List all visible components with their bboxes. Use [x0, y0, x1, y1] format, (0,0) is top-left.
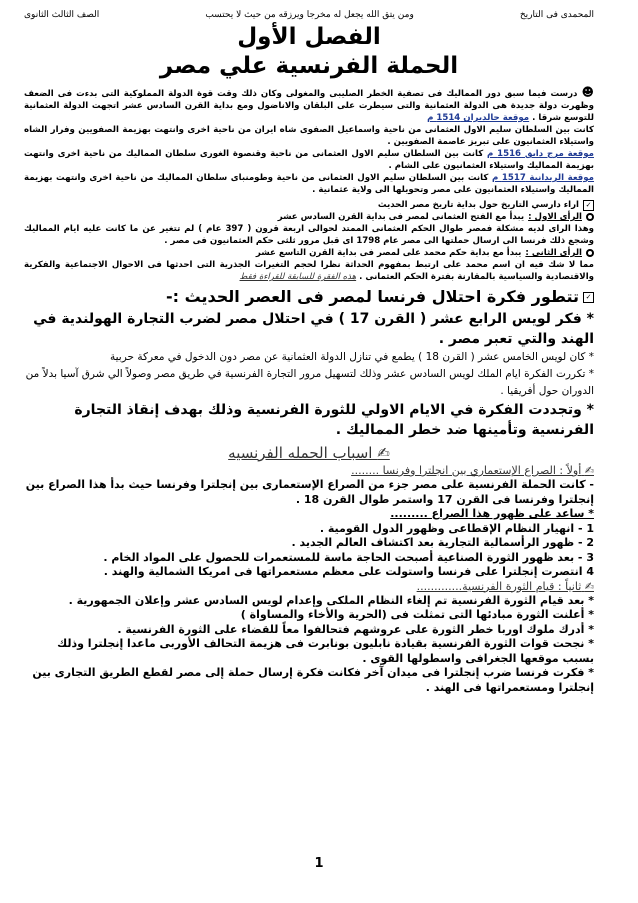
battle-ridaniya: موقعة الريدانية 1517 م [491, 173, 595, 183]
checkbox-icon: ✓ [583, 292, 594, 303]
chaldiran-paragraph: كانت بين السلطان سليم الاول العثمانى من ناحية واسماعيل الصفوى شاه ايران من ناحية اخرى وانتهت بهزيمة الصفويين وفرار الشاه واستيلاء العثمانيون على تبريز عاصمة الصفويين . [24, 125, 594, 147]
idea-bullet-3: * تكررت الفكرة ايام الملك لويس السادس عشر وذلك لتسهيل مرور التجارة الفرنسية في طريق مصر وصولاً الي شرق آسيا بدلاً من الدوران حول أفريقيا . [25, 368, 594, 397]
first-cause-line-4: 2 - ظهور الرأسمالية التجارية بعد اكتشاف العالم الجديد . [291, 536, 594, 549]
battle-marj-dabiq: موقعة مرج دابق 1516 م [487, 149, 594, 159]
header-center: ومن يتق الله يجعل له مخرجا ويرزقه من حيث لا يحتسب [205, 10, 414, 20]
second-opinion-body: مما لا شك فيه ان اسم محمد على ارتبط بمفهوم الحداثة نظرا لحجم التغيرات الجذرية التى احدثها فى الاحوال الاجتماعية والفكرية والاقتصادية والسياسية بالمقارنة بفترة الحكم العثمانى . هذه الفقرة للسابقة للقراءة فقط [24, 260, 594, 282]
first-cause-line-2: * ساعد على ظهور هذا الصراع ......... [390, 507, 594, 520]
first-cause-line-5: 3 - بعد ظهور الثورة الصناعية أصبحت الحاجة ماسة للمستعمرات للحصول على المواد الخام . [103, 550, 594, 564]
causes-heading: ✍ اسباب الحمله الفرنسيه [228, 444, 390, 462]
hand-icon: ✍ [584, 464, 594, 477]
ridaniya-paragraph: موقعة الريدانية 1517 م كانت بين السلطان سليم الاول العثمانى من ناحية وطومنباى سلطان المماليك من ناحية اخرى وانتهت بهزيمة المماليك واستيلاء العثمانيون على مصر وتحويلها الى ولاية عثمانية . [24, 173, 595, 195]
header-right: المحمدى فى التاريخ [519, 10, 594, 20]
idea-bullet-2: * كان لويس الخامس عشر ( القرن 18 ) يطمع في تنازل الدولة العثمانية عن مصر دون الدخول في معركة حربية [110, 351, 594, 363]
second-cause-line-5: * فكرت فرنسا ضرب إنجلترا فى ميدان آخر فكانت فكرة إرسال حملة إلى مصر لقطع الطريق التجارى بين إنجلترا ومستعمراتها فى الهند . [32, 666, 594, 694]
second-cause-heading: ✍ ثانياً : قيام الثورة الفرنسية............. [416, 579, 594, 593]
intro-paragraph: ☻ درست فيما سبق دور المماليك فى تصفية الخطر الصليبى والمغولى وكان ذلك وقت قوة الدولة المملوكية التى بدءت فى الضعف وظهرت دولة جديدة هى الدولة العثمانية والتى سيطرت على البلقان والاناضول ومع بداية القرن السادس عشر اتجهت الدولة العثمانية للتوسع شرقا . موقعة جالديران 1514 م [24, 85, 594, 123]
second-cause-line-4: * نجحت قوات الثورة الفرنسية بقيادة نابليون بونابرت فى هزيمة التحالف الأوربى ماعدا إنجلترا وذلك بسبب موقعها الجغرافى واسطولها القوى . [57, 637, 594, 665]
idea-bullet-1: * فكر لويس الرابع عشر ( القرن 17 ) في احتلال مصر لضرب التجارة الهولندية في الهند والتي تعبر مصر . [33, 311, 594, 347]
page-header [24, 10, 594, 20]
second-cause-line-3: * أدرك ملوك اوربا خطر الثورة على عروشهم فتحالفوا معاً للقضاء على الثورة الفرنسية . [117, 622, 594, 636]
chapter-title: الفصل الأول [237, 24, 381, 50]
circle-bullet-icon [586, 213, 594, 221]
smiley-icon: ☻ [581, 85, 594, 99]
second-opinion: الرأى الثانى : يبدأ مع بداية حكم محمد على لمصر فى بداية القرن التاسع عشر [24, 247, 594, 259]
battle-chaldiran: موقعة جالديران 1514 م [427, 113, 530, 123]
first-opinion: الرأى الاول : يبدأ مع الفتح العثمانى لمصر فى بداية القرن السادس عشر [24, 211, 594, 223]
second-cause-line-1: * بعد قيام الثورة الفرنسية تم إلغاء النظام الملكى وإعدام لويس السادس عشر وإعلان الجمهورية . [68, 593, 594, 607]
opinions-heading: ✓ اراء دارسي التاريخ حول بداية تاريخ مصر الحديث [24, 199, 594, 211]
first-opinion-body: وهذا الراى لديه مشكلة فمصر طوال الحكم العثمانى الممتد لحوالى اربعة قرون ( 397 عام ) لم تتغير عن ما كانت عليه ايام المماليك وشجع ذلك فرنسا الى ارسال حملتها الى مصر عام 1798 اى قبل مرور ثلثى حكم العثمانيون فى مصر . [24, 224, 594, 246]
first-cause-line-6: 4 انتصرت إنجلترا على فرنسا واستولت على معظم مستعمراتها فى امريكا الشمالية والهند . [103, 565, 594, 578]
header-left: الصف الثالث الثانوى [24, 10, 100, 20]
page-number: 1 [314, 856, 324, 871]
second-cause-line-2: * أعلنت الثورة مبادئها التى تمثلت فى (الحرية والأخاء والمساواة ) [240, 608, 594, 621]
first-cause-heading: ✍ أولاً : الصراع الإستعماري بين انجلترا وفرنسا ........ [351, 464, 594, 477]
first-cause-line-1: - كانت الحملة الفرنسية على مصر جزء من الصراع الإستعمارى بين إنجلترا وفرنسا حيث بدأ هذا الصراع بين إنجلترا وفرنسا فى القرن 17 واستمر طوال القرن 18 . [25, 478, 594, 506]
first-cause-line-3: 1 - انهيار النظام الإقطاعى وظهور الدول القومية . [319, 521, 594, 535]
chapter-subtitle: الحملة الفرنسية علي مصر [159, 53, 459, 79]
hand-icon: ✍ [377, 444, 390, 462]
marj-dabiq-paragraph: موقعة مرج دابق 1516 م كانت بين السلطان سليم الاول العثمانى من ناحية وقنصوة الغورى سلطان المماليك من ناحية اخرى وانتهت بهزيمة المماليك واستيلاء العثمانيون على الشام . [24, 149, 594, 171]
reading-note: هذه الفقرة للسابقة للقراءة فقط [239, 272, 357, 282]
idea-bullet-4: * وتجددت الفكرة في الايام الاولي للثورة الفرنسية وذلك بهدف إنقاذ التجارة الفرنسية وتأمينها ضد خطر المماليك . [74, 402, 594, 438]
hand-icon: ✍ [584, 579, 594, 593]
checkbox-icon: ✓ [583, 200, 594, 211]
idea-heading: ✓ تتطور فكرة احتلال فرنسا لمصر فى العصر الحديث :- [24, 287, 594, 307]
circle-bullet-icon [586, 249, 594, 257]
